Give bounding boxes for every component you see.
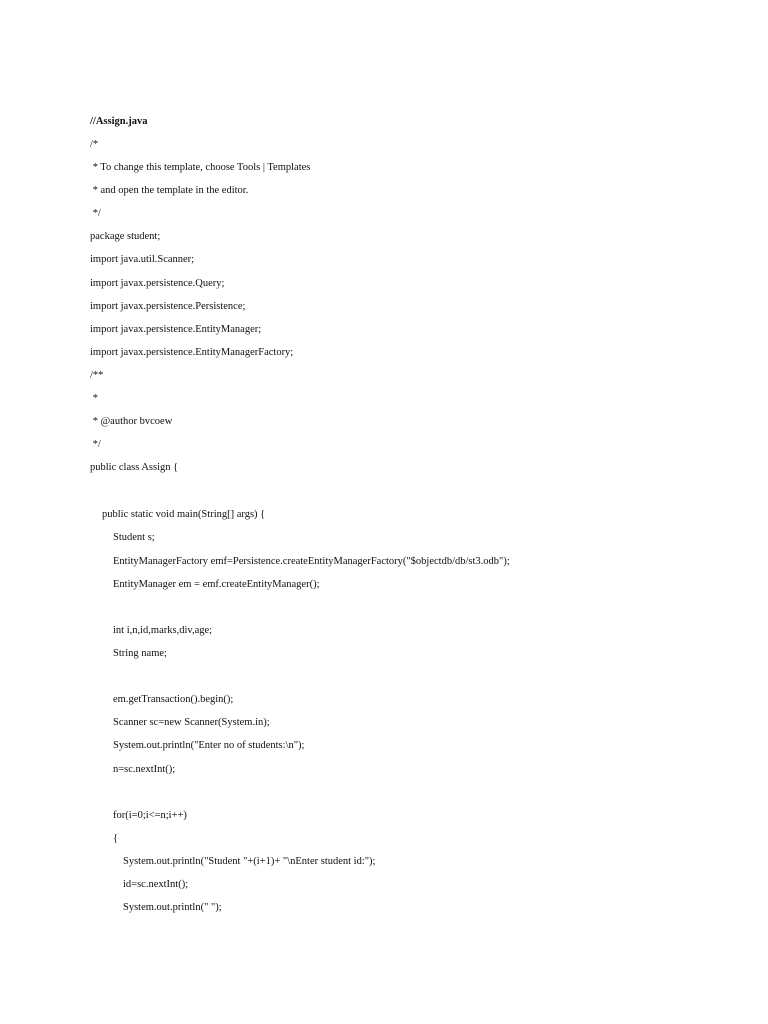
- code-line: EntityManager em = emf.createEntityManager();: [113, 579, 320, 590]
- code-line: package student;: [90, 231, 161, 242]
- code-line: em.getTransaction().begin();: [113, 694, 234, 705]
- code-line: String name;: [113, 648, 167, 659]
- code-line: import javax.persistence.Query;: [90, 278, 225, 289]
- code-line: Scanner sc=new Scanner(System.in);: [113, 717, 270, 728]
- code-line: *: [90, 393, 98, 404]
- file-title: //Assign.java: [90, 116, 148, 127]
- code-line: * and open the template in the editor.: [90, 185, 249, 196]
- code-line: import java.util.Scanner;: [90, 254, 195, 265]
- code-line: /*: [90, 139, 99, 150]
- code-line: */: [90, 439, 101, 450]
- code-line: System.out.println("Enter no of students:\n");: [113, 740, 305, 751]
- code-line: * To change this template, choose Tools | Templates: [90, 162, 311, 173]
- code-line: import javax.persistence.EntityManagerFactory;: [90, 347, 294, 358]
- code-line: for(i=0;i<=n;i++): [113, 810, 187, 821]
- code-line: import javax.persistence.Persistence;: [90, 301, 246, 312]
- code-line: id=sc.nextInt();: [123, 879, 189, 890]
- code-line: Student s;: [113, 532, 155, 543]
- code-line: public static void main(String[] args) {: [102, 509, 266, 520]
- code-line: * @author bvcoew: [90, 416, 173, 427]
- code-line: /**: [90, 370, 104, 381]
- code-line: import javax.persistence.EntityManager;: [90, 324, 262, 335]
- code-line: public class Assign {: [90, 462, 179, 473]
- code-line: int i,n,id,marks,div,age;: [113, 625, 213, 636]
- code-line: EntityManagerFactory emf=Persistence.createEntityManagerFactory("$objectdb/db/st3.odb");: [113, 556, 510, 567]
- code-line: */: [90, 208, 101, 219]
- code-line: n=sc.nextInt();: [113, 764, 176, 775]
- code-line: {: [113, 833, 119, 844]
- code-line: System.out.println(" ");: [123, 902, 222, 913]
- code-line: System.out.println("Student "+(i+1)+ "\nEnter student id:");: [123, 856, 376, 867]
